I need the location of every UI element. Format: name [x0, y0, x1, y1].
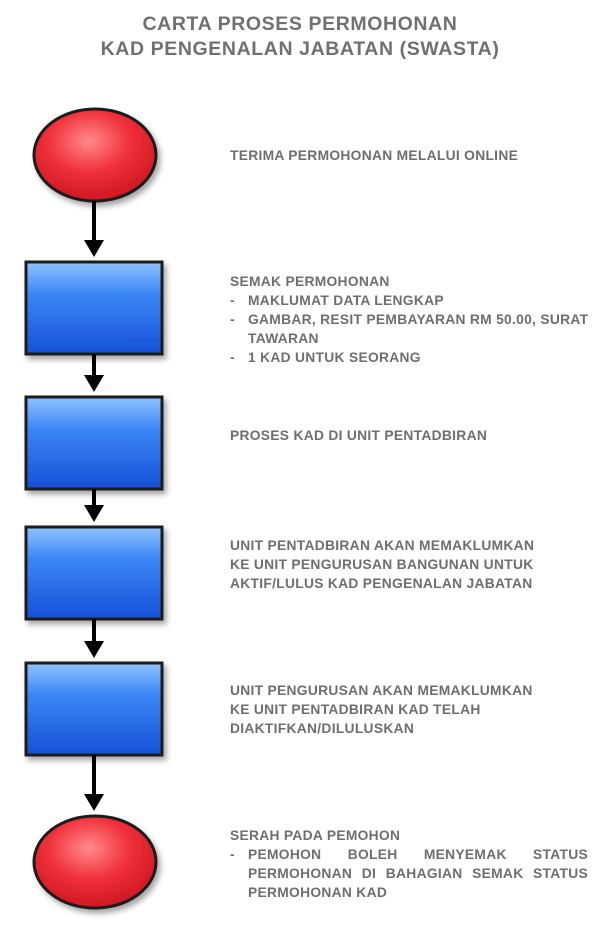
step-4-line-3: AKTIF/LULUS KAD PENGENALAN JABATAN: [230, 576, 533, 591]
step-5-text: [230, 681, 590, 738]
step-1-text: [230, 146, 590, 165]
process-box-notify-building: [26, 527, 162, 619]
step-2-bullets: [230, 291, 590, 367]
step-3-line-1: PROSES KAD DI UNIT PENTADBIRAN: [230, 428, 488, 443]
process-box-notify-admin: [26, 663, 162, 755]
step-4-text: [230, 536, 590, 593]
step-4-line-2: KE UNIT PENGURUSAN BANGUNAN UNTUK: [230, 557, 534, 572]
step-2-text: [230, 272, 590, 367]
step-5-line-3: DIAKTIFKAN/DILULUSKAN: [230, 721, 415, 736]
step-2-bullet-1: - MAKLUMAT DATA LENGKAP: [230, 291, 590, 310]
step-6-bullet-1: - PEMOHON BOLEH MENYEMAK STATUS PERMOHONAN DI BAHAGIAN SEMAK STATUS PERMOHONAN KAD: [230, 845, 588, 902]
step-5-line-2: KE UNIT PENTADBIRAN KAD TELAH: [230, 702, 481, 717]
start-oval: [34, 109, 156, 201]
title-line-2: KAD PENGENALAN JABATAN (SWASTA): [100, 38, 500, 60]
title-line-1: CARTA PROSES PERMOHONAN: [142, 13, 458, 35]
step-6-text: [230, 826, 590, 902]
process-box-check: [26, 262, 162, 354]
end-oval: [34, 816, 156, 908]
step-6-bullets: [230, 845, 588, 902]
step-1-line-1: TERIMA PERMOHONAN MELALUI ONLINE: [230, 148, 519, 163]
step-2-heading: SEMAK PERMOHONAN: [230, 274, 390, 289]
step-6-heading: SERAH PADA PEMOHON: [230, 828, 401, 843]
step-5-line-1: UNIT PENGURUSAN AKAN MEMAKLUMKAN: [230, 683, 533, 698]
step-2-bullet-3: - 1 KAD UNTUK SEORANG: [230, 348, 590, 367]
step-3-text: [230, 426, 590, 445]
step-2-bullet-2: - GAMBAR, RESIT PEMBAYARAN RM 50.00, SURAT TAWARAN: [230, 310, 593, 348]
step-4-line-1: UNIT PENTADBIRAN AKAN MEMAKLUMKAN: [230, 538, 535, 553]
process-box-card: [26, 397, 162, 489]
